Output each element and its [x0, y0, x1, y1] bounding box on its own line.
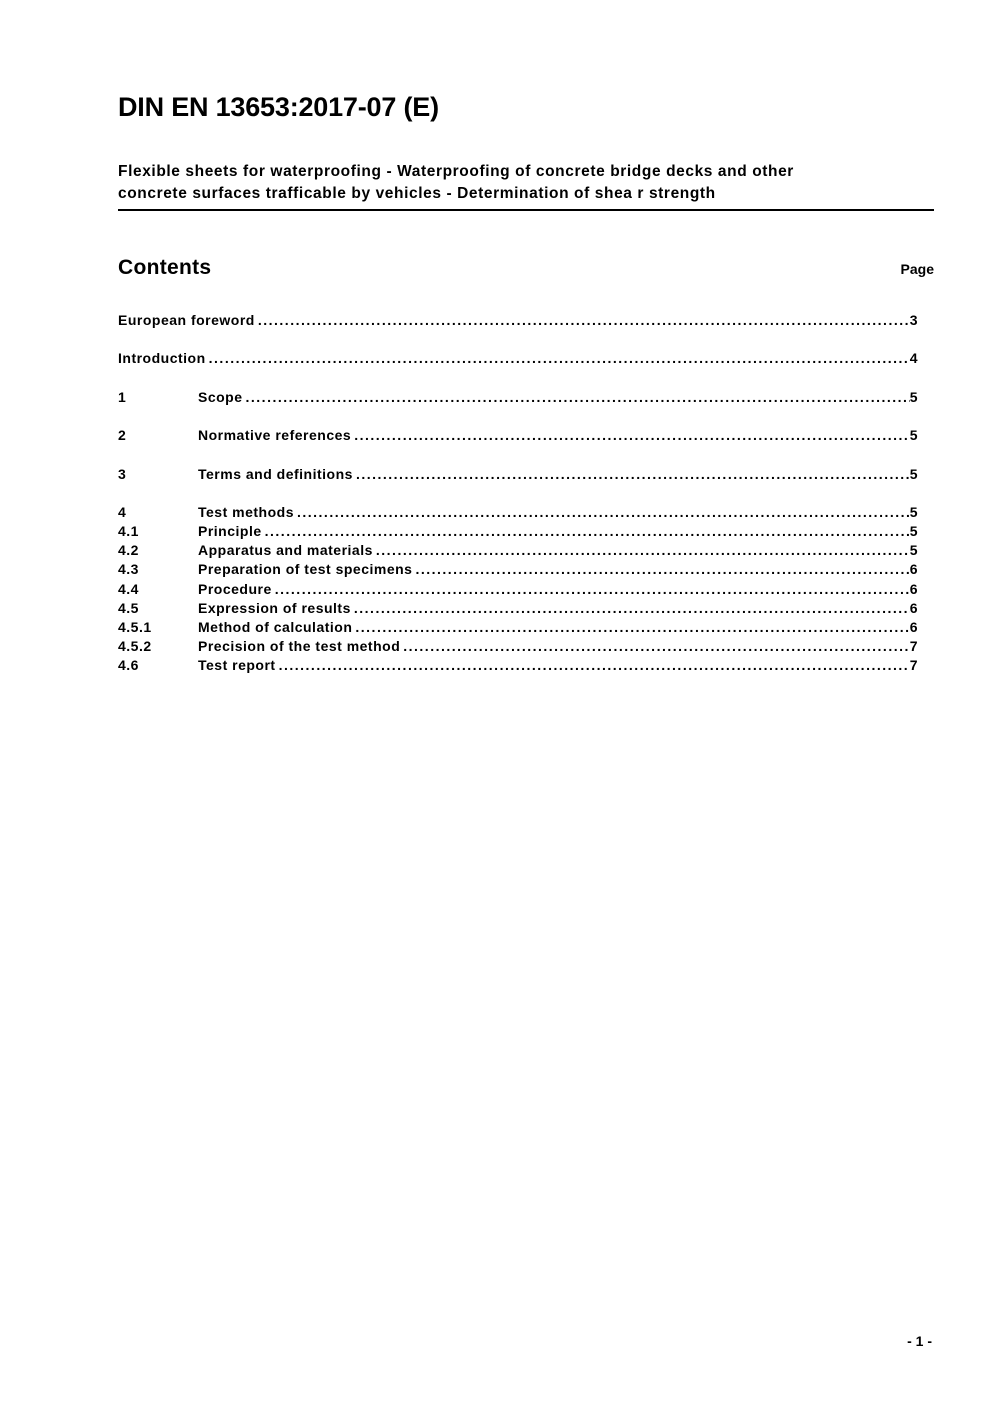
toc-entry [118, 427, 918, 446]
toc-entry-page: 6 [909, 561, 918, 578]
toc-entry [118, 312, 918, 331]
toc-entry-page: 5 [909, 542, 918, 559]
toc-entry-title: European foreword [118, 312, 255, 328]
toc-entry-title: Procedure [198, 580, 272, 597]
toc-leader-dots [246, 389, 910, 405]
toc-entry [118, 523, 918, 542]
toc-leader-dots [265, 523, 910, 539]
toc-entry-number: 4.5 [118, 599, 139, 616]
toc-entry-title: Terms and definitions [198, 465, 353, 482]
toc-entry-number: 4.5.2 [118, 638, 152, 655]
doc-title-line2: concrete surfaces trafficable by vehicles - Determination of shea r strength [118, 185, 716, 202]
toc-entry [118, 466, 918, 485]
toc-leader-dots [258, 312, 910, 328]
toc-entry-page: 5 [909, 388, 918, 405]
toc-entry [118, 561, 918, 580]
toc-entry-title: Test methods [198, 503, 294, 520]
toc-entry-page: 5 [909, 465, 918, 482]
toc-entry-title: Precision of the test method [198, 638, 401, 655]
toc-entry-page: 4 [909, 350, 918, 367]
toc-entry-title: Preparation of test specimens [198, 561, 413, 578]
toc-entry [118, 638, 918, 657]
toc-entry-title: Apparatus and materials [198, 542, 373, 559]
contents-header-row [118, 257, 934, 279]
toc-entry [118, 542, 918, 561]
toc-entry-title: Normative references [198, 427, 352, 444]
toc-entry-title: Expression of results [198, 599, 351, 616]
page-column-label: Page [900, 261, 934, 277]
toc-entry-number: 2 [118, 427, 127, 444]
contents-heading: Contents [118, 256, 212, 279]
toc-entry-number: 4.6 [118, 657, 139, 674]
toc-entry-number: 4.4 [118, 580, 139, 597]
toc-entry [118, 504, 918, 523]
toc-entry-number: 3 [118, 465, 127, 482]
toc-entry-title: Principle [198, 523, 262, 540]
toc-entry-page: 7 [909, 638, 918, 655]
toc-entry-page: 5 [909, 523, 918, 540]
doc-title-line1: Flexible sheets for waterproofing - Waterproofing of concrete bridge decks and other [118, 163, 794, 180]
toc-leader-dots [354, 427, 910, 443]
toc-entry-page: 5 [909, 503, 918, 520]
toc-entry-number: 4 [118, 503, 127, 520]
page-content [118, 0, 934, 677]
toc-entry-page: 5 [909, 427, 918, 444]
toc-leader-dots [403, 638, 909, 654]
toc-entry-page: 3 [909, 312, 918, 328]
toc-leader-dots [415, 561, 909, 577]
toc-entry-number: 4.3 [118, 561, 139, 578]
toc-entry-page: 7 [909, 657, 918, 674]
toc-leader-dots [279, 657, 910, 673]
toc-entry-title: Introduction [118, 350, 206, 367]
toc-entry [118, 389, 918, 408]
toc-entry [118, 619, 918, 638]
toc-leader-dots [354, 600, 910, 616]
toc-entry-title: Scope [198, 388, 243, 405]
toc-leader-dots [355, 619, 909, 635]
toc-entry-page: 6 [909, 599, 918, 616]
toc-leader-dots [376, 542, 910, 558]
toc-entry-number: 4.5.1 [118, 619, 152, 635]
toc-entry-number: 1 [118, 388, 127, 405]
toc-entry [118, 657, 918, 676]
toc-leader-dots [275, 581, 910, 597]
toc-entry-number: 4.2 [118, 542, 139, 559]
toc-entry [118, 581, 918, 600]
page-number-footer: - 1 - [907, 1333, 932, 1349]
toc-leader-dots [356, 466, 910, 482]
table-of-contents [118, 312, 934, 677]
toc-entry [118, 350, 918, 369]
doc-title [118, 161, 934, 211]
toc-entry-page: 6 [909, 619, 918, 635]
toc-leader-dots [209, 350, 910, 366]
toc-entry-title: Method of calculation [198, 619, 353, 635]
toc-entry-title: Test report [198, 657, 276, 674]
toc-entry-page: 6 [909, 580, 918, 597]
doc-number: DIN EN 13653:2017-07 (E) [118, 92, 439, 122]
toc-entry-number: 4.1 [118, 523, 139, 540]
toc-leader-dots [297, 504, 910, 520]
toc-entry [118, 600, 918, 619]
